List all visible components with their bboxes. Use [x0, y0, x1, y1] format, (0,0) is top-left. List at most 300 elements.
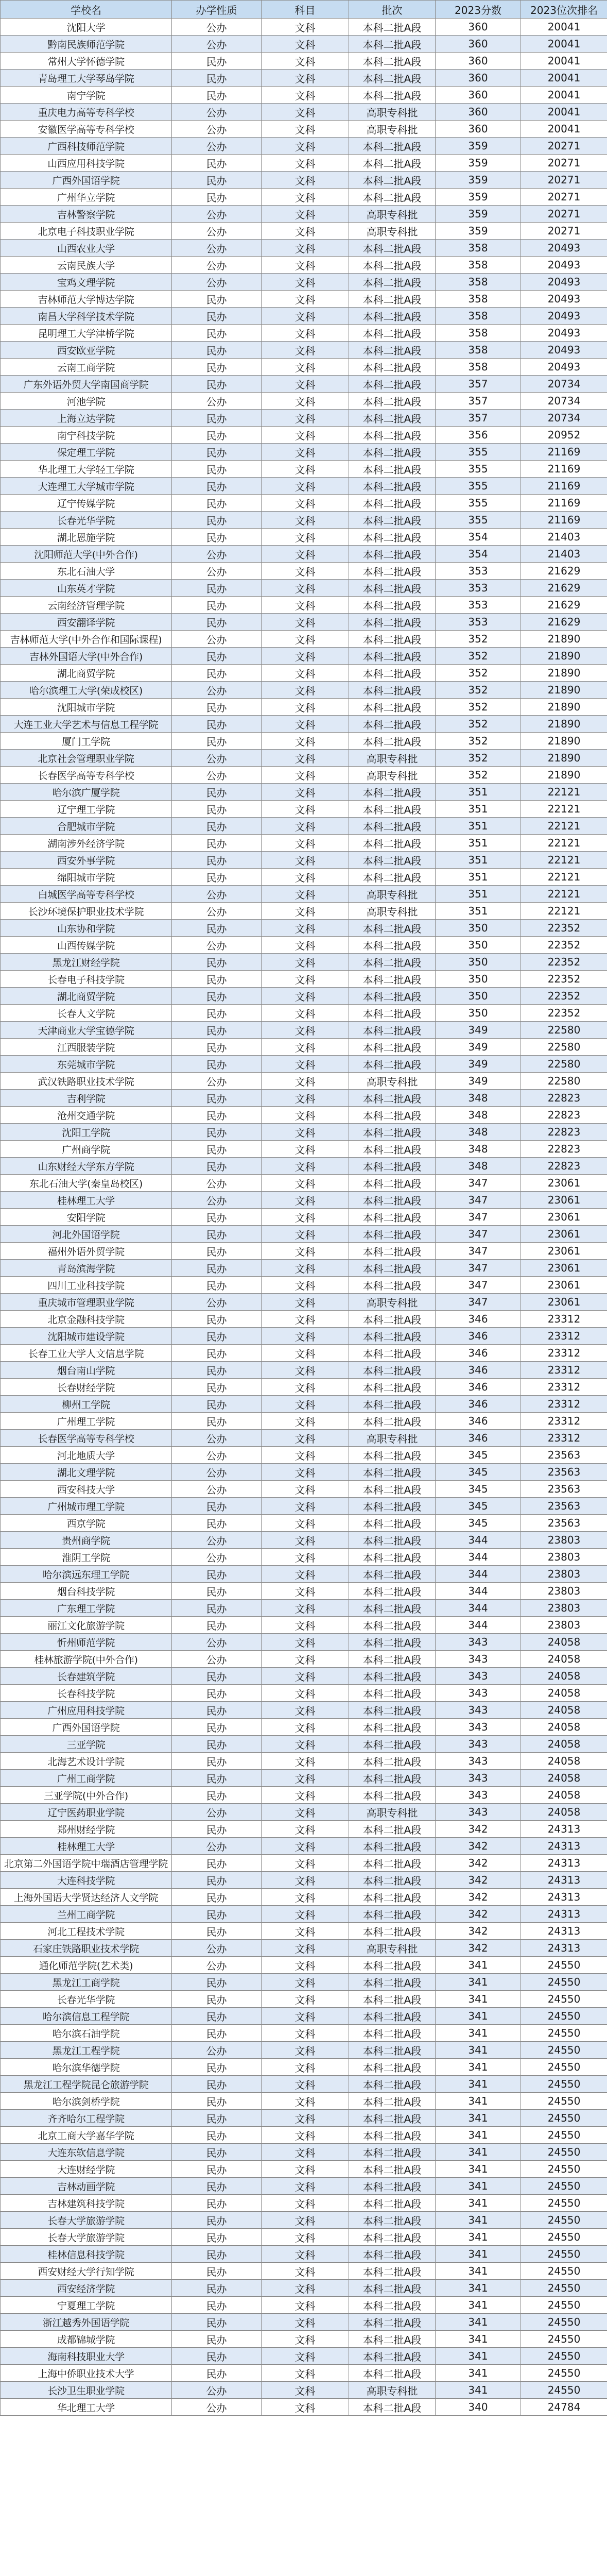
- school-name-cell: 大连工业大学艺术与信息工程学院: [1, 716, 172, 733]
- ownership-cell: 民办: [172, 1906, 262, 1923]
- batch-cell: 本科二批A段: [349, 835, 436, 852]
- ownership-cell: 公办: [172, 19, 262, 36]
- batch-cell: 本科二批A段: [349, 1957, 436, 1974]
- ownership-cell: 民办: [172, 1090, 262, 1107]
- table-row: [1, 155, 607, 172]
- table-row: [1, 1243, 607, 1260]
- batch-cell: 本科二批A段: [349, 1889, 436, 1906]
- table-row: [1, 546, 607, 563]
- rank-cell: 23312: [521, 1362, 607, 1379]
- school-name-cell: 湖北恩施学院: [1, 529, 172, 546]
- rank-cell: 24550: [521, 2178, 607, 2195]
- subject-cell: 文科: [262, 2212, 349, 2229]
- batch-cell: 本科二批A段: [349, 1821, 436, 1838]
- rank-cell: 22823: [521, 1090, 607, 1107]
- score-cell: 359: [436, 189, 521, 206]
- batch-cell: 本科二批A段: [349, 2178, 436, 2195]
- table-row: [1, 614, 607, 631]
- ownership-cell: 公办: [172, 138, 262, 155]
- school-name-cell: 山东协和学院: [1, 920, 172, 937]
- subject-cell: 文科: [262, 138, 349, 155]
- subject-cell: 文科: [262, 2042, 349, 2059]
- rank-cell: 23563: [521, 1481, 607, 1498]
- score-cell: 351: [436, 869, 521, 886]
- subject-cell: 文科: [262, 342, 349, 359]
- table-row: [1, 954, 607, 971]
- school-name-cell: 广州理工学院: [1, 1413, 172, 1430]
- batch-cell: 高职专科批: [349, 223, 436, 240]
- ownership-cell: 民办: [172, 1668, 262, 1685]
- rank-cell: 24313: [521, 1906, 607, 1923]
- batch-cell: 本科二批A段: [349, 359, 436, 376]
- ownership-cell: 公办: [172, 1549, 262, 1566]
- ownership-cell: 公办: [172, 2042, 262, 2059]
- table-row: [1, 529, 607, 546]
- school-name-cell: 吉利学院: [1, 1090, 172, 1107]
- rank-cell: 22580: [521, 1073, 607, 1090]
- rank-cell: 24550: [521, 2365, 607, 2382]
- school-name-cell: 吉林警察学院: [1, 206, 172, 223]
- ownership-cell: 民办: [172, 1209, 262, 1226]
- school-name-cell: 宝鸡文理学院: [1, 274, 172, 291]
- subject-cell: 文科: [262, 580, 349, 597]
- subject-cell: 文科: [262, 1481, 349, 1498]
- ownership-cell: 民办: [172, 648, 262, 665]
- score-cell: 346: [436, 1362, 521, 1379]
- batch-cell: 本科二批A段: [349, 614, 436, 631]
- school-name-cell: 北京金融科技学院: [1, 1311, 172, 1328]
- school-name-cell: 大连理工大学城市学院: [1, 478, 172, 495]
- batch-cell: 本科二批A段: [349, 1090, 436, 1107]
- ownership-cell: 民办: [172, 1056, 262, 1073]
- score-cell: 342: [436, 1940, 521, 1957]
- batch-cell: 本科二批A段: [349, 2263, 436, 2280]
- rank-cell: 23563: [521, 1515, 607, 1532]
- rank-cell: 24058: [521, 1702, 607, 1719]
- batch-cell: 本科二批A段: [349, 1906, 436, 1923]
- subject-cell: 文科: [262, 223, 349, 240]
- score-cell: 343: [436, 1719, 521, 1736]
- school-name-cell: 山东英才学院: [1, 580, 172, 597]
- table-row: [1, 121, 607, 138]
- subject-cell: 文科: [262, 206, 349, 223]
- school-name-cell: 郑州财经学院: [1, 1821, 172, 1838]
- rank-cell: 20952: [521, 427, 607, 444]
- subject-cell: 文科: [262, 1974, 349, 1991]
- rank-cell: 24058: [521, 1804, 607, 1821]
- subject-cell: 文科: [262, 1736, 349, 1753]
- table-row: [1, 1175, 607, 1192]
- rank-cell: 24313: [521, 1889, 607, 1906]
- score-cell: 346: [436, 1328, 521, 1345]
- school-name-cell: 绵阳城市学院: [1, 869, 172, 886]
- score-cell: 344: [436, 1532, 521, 1549]
- rank-cell: 20493: [521, 291, 607, 308]
- subject-cell: 文科: [262, 1022, 349, 1039]
- table-row: [1, 1940, 607, 1957]
- batch-cell: 本科二批A段: [349, 1056, 436, 1073]
- rank-cell: 23312: [521, 1396, 607, 1413]
- batch-cell: 高职专科批: [349, 750, 436, 767]
- school-name-cell: 烟台南山学院: [1, 1362, 172, 1379]
- school-name-cell: 桂林信息科技学院: [1, 2246, 172, 2263]
- rank-cell: 24550: [521, 2331, 607, 2348]
- table-row: [1, 138, 607, 155]
- subject-cell: 文科: [262, 971, 349, 988]
- batch-cell: 本科二批A段: [349, 1498, 436, 1515]
- subject-cell: 文科: [262, 1328, 349, 1345]
- table-row: [1, 886, 607, 903]
- score-cell: 349: [436, 1022, 521, 1039]
- score-cell: 344: [436, 1617, 521, 1634]
- batch-cell: 本科二批A段: [349, 2144, 436, 2161]
- rank-cell: 20493: [521, 359, 607, 376]
- rank-cell: 24058: [521, 1719, 607, 1736]
- table-row: [1, 1464, 607, 1481]
- table-row: [1, 206, 607, 223]
- subject-cell: 文科: [262, 1498, 349, 1515]
- subject-cell: 文科: [262, 19, 349, 36]
- subject-cell: 文科: [262, 648, 349, 665]
- table-row: [1, 2178, 607, 2195]
- score-cell: 341: [436, 2229, 521, 2246]
- ownership-cell: 民办: [172, 2110, 262, 2127]
- school-name-cell: 辽宁理工学院: [1, 801, 172, 818]
- table-row: [1, 1362, 607, 1379]
- ownership-cell: 民办: [172, 1583, 262, 1600]
- table-row: [1, 2399, 607, 2416]
- batch-cell: 本科二批A段: [349, 971, 436, 988]
- score-cell: 351: [436, 835, 521, 852]
- score-cell: 350: [436, 971, 521, 988]
- subject-cell: 文科: [262, 36, 349, 53]
- ownership-cell: 民办: [172, 1396, 262, 1413]
- ownership-cell: 民办: [172, 461, 262, 478]
- subject-cell: 文科: [262, 801, 349, 818]
- batch-cell: 本科二批A段: [349, 427, 436, 444]
- school-name-cell: 天津商业大学宝德学院: [1, 1022, 172, 1039]
- table-row: [1, 427, 607, 444]
- batch-cell: 本科二批A段: [349, 1923, 436, 1940]
- table-row: [1, 2348, 607, 2365]
- score-cell: 360: [436, 70, 521, 87]
- school-name-cell: 重庆电力高等专科学校: [1, 104, 172, 121]
- ownership-cell: 公办: [172, 750, 262, 767]
- score-cell: 352: [436, 648, 521, 665]
- school-name-cell: 上海立达学院: [1, 410, 172, 427]
- score-cell: 342: [436, 1872, 521, 1889]
- score-cell: 358: [436, 342, 521, 359]
- school-name-cell: 吉林建筑科技学院: [1, 2195, 172, 2212]
- school-name-cell: 广西外国语学院: [1, 172, 172, 189]
- score-cell: 341: [436, 2161, 521, 2178]
- subject-cell: 文科: [262, 1617, 349, 1634]
- subject-cell: 文科: [262, 988, 349, 1005]
- school-name-cell: 哈尔滨剑桥学院: [1, 2093, 172, 2110]
- school-name-cell: 长春财经学院: [1, 1379, 172, 1396]
- subject-cell: 文科: [262, 512, 349, 529]
- rank-cell: 23803: [521, 1566, 607, 1583]
- score-cell: 341: [436, 2093, 521, 2110]
- ownership-cell: 民办: [172, 529, 262, 546]
- batch-cell: 本科二批A段: [349, 325, 436, 342]
- school-name-cell: 吉林师范大学(中外合作和国际课程): [1, 631, 172, 648]
- score-cell: 359: [436, 155, 521, 172]
- score-cell: 351: [436, 852, 521, 869]
- ownership-cell: 公办: [172, 1175, 262, 1192]
- ownership-cell: 民办: [172, 1413, 262, 1430]
- rank-cell: 20493: [521, 342, 607, 359]
- score-cell: 349: [436, 1073, 521, 1090]
- table-row: [1, 818, 607, 835]
- batch-cell: 本科二批A段: [349, 1226, 436, 1243]
- score-cell: 346: [436, 1430, 521, 1447]
- ownership-cell: 民办: [172, 1753, 262, 1770]
- score-cell: 345: [436, 1464, 521, 1481]
- school-name-cell: 安徽医学高等专科学校: [1, 121, 172, 138]
- score-cell: 343: [436, 1668, 521, 1685]
- score-cell: 341: [436, 2178, 521, 2195]
- batch-cell: 本科二批A段: [349, 2314, 436, 2331]
- ownership-cell: 民办: [172, 2229, 262, 2246]
- school-name-cell: 江西服装学院: [1, 1039, 172, 1056]
- school-name-cell: 西安外事学院: [1, 852, 172, 869]
- table-row: [1, 1498, 607, 1515]
- ownership-cell: 民办: [172, 1991, 262, 2008]
- subject-cell: 文科: [262, 699, 349, 716]
- subject-cell: 文科: [262, 1345, 349, 1362]
- batch-cell: 本科二批A段: [349, 2365, 436, 2382]
- rank-cell: 20493: [521, 240, 607, 257]
- table-row: [1, 648, 607, 665]
- rank-cell: 20493: [521, 274, 607, 291]
- school-name-cell: 长春工业大学人文信息学院: [1, 1345, 172, 1362]
- batch-cell: 本科二批A段: [349, 988, 436, 1005]
- subject-cell: 文科: [262, 1685, 349, 1702]
- table-row: [1, 2076, 607, 2093]
- school-name-cell: 广州商学院: [1, 1141, 172, 1158]
- ownership-cell: 民办: [172, 988, 262, 1005]
- batch-cell: 高职专科批: [349, 1073, 436, 1090]
- school-name-cell: 西安经济学院: [1, 2280, 172, 2297]
- score-cell: 354: [436, 529, 521, 546]
- ownership-cell: 民办: [172, 2025, 262, 2042]
- subject-cell: 文科: [262, 1311, 349, 1328]
- rank-cell: 23061: [521, 1277, 607, 1294]
- school-name-cell: 云南经济管理学院: [1, 597, 172, 614]
- batch-cell: 本科二批A段: [349, 920, 436, 937]
- school-name-cell: 湖南涉外经济学院: [1, 835, 172, 852]
- batch-cell: 本科二批A段: [349, 1974, 436, 1991]
- ownership-cell: 民办: [172, 869, 262, 886]
- subject-cell: 文科: [262, 325, 349, 342]
- subject-cell: 文科: [262, 1515, 349, 1532]
- rank-cell: 23061: [521, 1192, 607, 1209]
- school-name-cell: 桂林理工大学: [1, 1838, 172, 1855]
- rank-cell: 20041: [521, 53, 607, 70]
- rank-cell: 20271: [521, 155, 607, 172]
- table-row: [1, 1634, 607, 1651]
- school-name-cell: 沈阳大学: [1, 19, 172, 36]
- table-row: [1, 223, 607, 240]
- table-row: [1, 1277, 607, 1294]
- table-row: [1, 631, 607, 648]
- score-cell: 352: [436, 750, 521, 767]
- table-row: [1, 2025, 607, 2042]
- subject-cell: 文科: [262, 835, 349, 852]
- batch-cell: 本科二批A段: [349, 1872, 436, 1889]
- table-row: [1, 1345, 607, 1362]
- ownership-cell: 民办: [172, 971, 262, 988]
- score-cell: 343: [436, 1753, 521, 1770]
- score-cell: 360: [436, 121, 521, 138]
- ownership-cell: 公办: [172, 1481, 262, 1498]
- batch-cell: 本科二批A段: [349, 665, 436, 682]
- rank-cell: 24550: [521, 2008, 607, 2025]
- subject-cell: 文科: [262, 1039, 349, 1056]
- rank-cell: 24058: [521, 1651, 607, 1668]
- ownership-cell: 公办: [172, 937, 262, 954]
- score-cell: 343: [436, 1787, 521, 1804]
- subject-cell: 文科: [262, 869, 349, 886]
- rank-cell: 23061: [521, 1209, 607, 1226]
- table-row: [1, 104, 607, 121]
- score-cell: 358: [436, 291, 521, 308]
- subject-cell: 文科: [262, 240, 349, 257]
- subject-cell: 文科: [262, 563, 349, 580]
- ownership-cell: 民办: [172, 580, 262, 597]
- rank-cell: 23312: [521, 1311, 607, 1328]
- rank-cell: 21403: [521, 546, 607, 563]
- subject-cell: 文科: [262, 2348, 349, 2365]
- subject-cell: 文科: [262, 903, 349, 920]
- score-cell: 349: [436, 1056, 521, 1073]
- rank-cell: 21890: [521, 716, 607, 733]
- ownership-cell: 民办: [172, 835, 262, 852]
- score-cell: 351: [436, 801, 521, 818]
- score-cell: 341: [436, 1991, 521, 2008]
- ownership-cell: 民办: [172, 1872, 262, 1889]
- rank-cell: 23061: [521, 1294, 607, 1311]
- score-cell: 347: [436, 1260, 521, 1277]
- score-cell: 349: [436, 1039, 521, 1056]
- subject-cell: 文科: [262, 410, 349, 427]
- ownership-cell: 民办: [172, 53, 262, 70]
- rank-cell: 24313: [521, 1855, 607, 1872]
- subject-cell: 文科: [262, 2280, 349, 2297]
- subject-cell: 文科: [262, 1056, 349, 1073]
- rank-cell: 24058: [521, 1787, 607, 1804]
- table-row: [1, 53, 607, 70]
- rank-cell: 23312: [521, 1328, 607, 1345]
- ownership-cell: 民办: [172, 1600, 262, 1617]
- ownership-cell: 公办: [172, 1651, 262, 1668]
- ownership-cell: 公办: [172, 563, 262, 580]
- subject-cell: 文科: [262, 2195, 349, 2212]
- batch-cell: 高职专科批: [349, 104, 436, 121]
- table-row: [1, 1005, 607, 1022]
- table-row: [1, 869, 607, 886]
- table-row: [1, 2042, 607, 2059]
- rank-cell: 20041: [521, 121, 607, 138]
- table-row: [1, 1991, 607, 2008]
- rank-cell: 20041: [521, 87, 607, 104]
- subject-cell: 文科: [262, 1872, 349, 1889]
- table-row: [1, 1974, 607, 1991]
- batch-cell: 本科二批A段: [349, 512, 436, 529]
- ownership-cell: 民办: [172, 920, 262, 937]
- rank-cell: 22121: [521, 784, 607, 801]
- batch-cell: 本科二批A段: [349, 2059, 436, 2076]
- batch-cell: 高职专科批: [349, 206, 436, 223]
- subject-cell: 文科: [262, 1821, 349, 1838]
- score-cell: 346: [436, 1379, 521, 1396]
- score-cell: 351: [436, 818, 521, 835]
- rank-cell: 20041: [521, 104, 607, 121]
- subject-cell: 文科: [262, 665, 349, 682]
- school-name-cell: 长春医学高等专科学校: [1, 767, 172, 784]
- batch-cell: 本科二批A段: [349, 291, 436, 308]
- batch-cell: 本科二批A段: [349, 240, 436, 257]
- table-row: [1, 1192, 607, 1209]
- ownership-cell: 公办: [172, 1447, 262, 1464]
- score-cell: 344: [436, 1583, 521, 1600]
- table-row: [1, 1736, 607, 1753]
- rank-cell: 24058: [521, 1685, 607, 1702]
- school-name-cell: 吉林外国语大学(中外合作): [1, 648, 172, 665]
- rank-cell: 20271: [521, 223, 607, 240]
- school-name-cell: 广州华立学院: [1, 189, 172, 206]
- table-row: [1, 937, 607, 954]
- score-cell: 342: [436, 1821, 521, 1838]
- subject-cell: 文科: [262, 1957, 349, 1974]
- subject-cell: 文科: [262, 852, 349, 869]
- subject-cell: 文科: [262, 1073, 349, 1090]
- ownership-cell: 公办: [172, 1838, 262, 1855]
- rank-cell: 24550: [521, 2229, 607, 2246]
- score-cell: 341: [436, 2144, 521, 2161]
- school-name-cell: 三亚学院: [1, 1736, 172, 1753]
- school-name-cell: 三亚学院(中外合作): [1, 1787, 172, 1804]
- ownership-cell: 民办: [172, 189, 262, 206]
- batch-cell: 高职专科批: [349, 121, 436, 138]
- rank-cell: 21629: [521, 597, 607, 614]
- subject-cell: 文科: [262, 257, 349, 274]
- rank-cell: 22352: [521, 988, 607, 1005]
- school-name-cell: 广州城市理工学院: [1, 1498, 172, 1515]
- table-row: [1, 274, 607, 291]
- table-row: [1, 1311, 607, 1328]
- batch-cell: 本科二批A段: [349, 1124, 436, 1141]
- ownership-cell: 民办: [172, 1719, 262, 1736]
- rank-cell: 24550: [521, 2297, 607, 2314]
- score-cell: 341: [436, 2212, 521, 2229]
- table-row: [1, 2280, 607, 2297]
- table-row: [1, 597, 607, 614]
- ownership-cell: 民办: [172, 427, 262, 444]
- score-cell: 350: [436, 1005, 521, 1022]
- rank-cell: 24313: [521, 1940, 607, 1957]
- table-row: [1, 1141, 607, 1158]
- ownership-cell: 民办: [172, 1855, 262, 1872]
- score-cell: 342: [436, 1923, 521, 1940]
- table-row: [1, 971, 607, 988]
- subject-cell: 文科: [262, 784, 349, 801]
- score-cell: 347: [436, 1175, 521, 1192]
- subject-cell: 文科: [262, 2076, 349, 2093]
- table-row: [1, 801, 607, 818]
- ownership-cell: 民办: [172, 1005, 262, 1022]
